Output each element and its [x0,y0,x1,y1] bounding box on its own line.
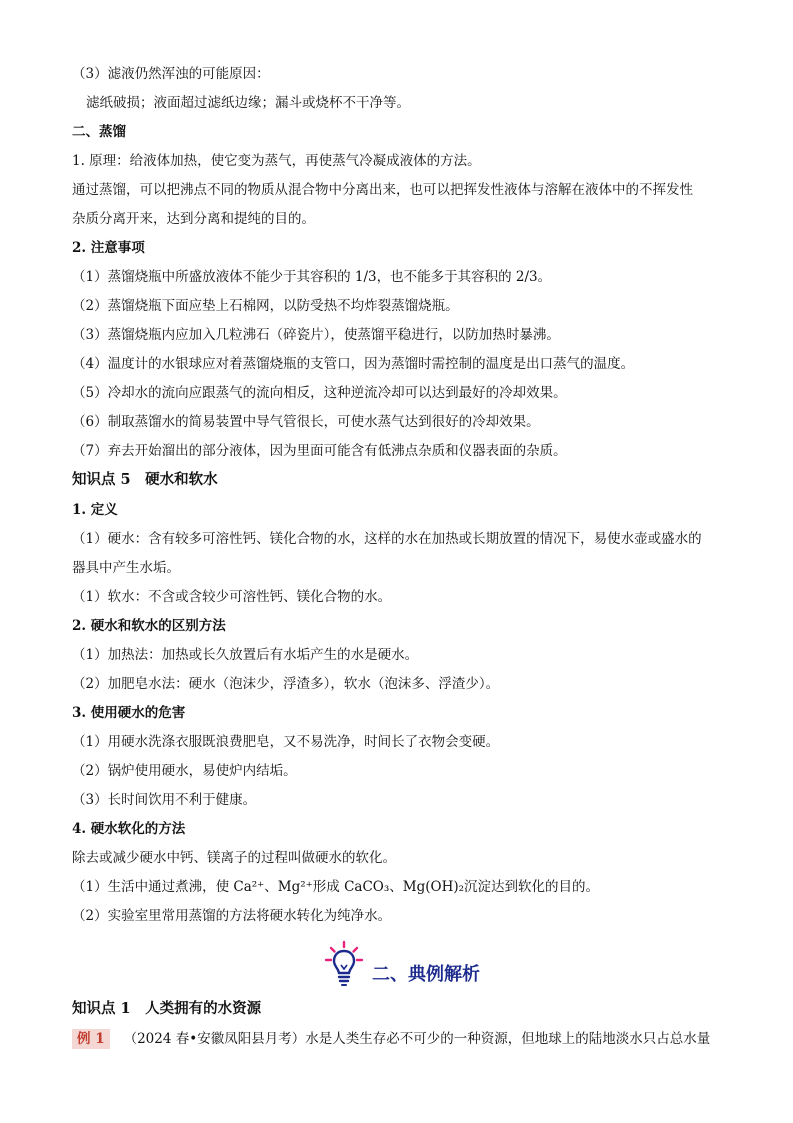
hazard-2: （2）锅炉使用硬水，易使炉内结垢。 [72,763,297,779]
hazard-1: （1）用硬水洗涤衣服既浪费肥皂，又不易洗净，时间长了衣物会变硬。 [72,734,500,750]
softening-1: （1）生活中通过煮沸，使 Ca²⁺、Mg²⁺形成 CaCO₃、Mg(OH)₂沉淀达到软化的目的。 [72,879,600,895]
precaution-6: （6）制取蒸馏水的简易装置中导气管很长，可使水蒸气达到很好的冷却效果。 [72,414,540,430]
example-badge: 例 1 [72,1029,110,1049]
filtrate-turbid-reasons: 滤纸破损；液面超过滤纸边缘；漏斗或烧杯不干净等。 [86,95,410,111]
precaution-7: （7）弃去开始溜出的部分液体，因为里面可能含有低沸点杂质和仪器表面的杂质。 [72,443,567,459]
softening-heading: 4. 硬水软化的方法 [72,821,186,837]
precaution-5: （5）冷却水的流向应跟蒸气的流向相反，这种逆流冷却可以达到最好的冷却效果。 [72,385,567,401]
soft-water-def: （1）软水：不含或含较少可溶性钙、镁化合物的水。 [72,589,392,605]
example-text: （2024 春•安徽凤阳县月考）水是人类生存必不可少的一种资源，但地球上的陆地淡水只占总水量 [123,1031,711,1047]
precautions-heading: 2. 注意事项 [72,240,145,256]
precaution-3: （3）蒸馏烧瓶内应加入几粒沸石（碎瓷片），使蒸馏平稳进行，以防加热时暴沸。 [72,327,560,343]
softening-2: （2）实验室里常用蒸馏的方法将硬水转化为纯净水。 [72,908,392,924]
distillation-text-2: 杂质分离开来，达到分离和提纯的目的。 [72,211,315,227]
lightbulb-icon [324,940,364,986]
distillation-text-1: 通过蒸馏，可以把沸点不同的物质从混合物中分离出来，也可以把挥发性液体与溶解在液体中的不挥发性 [72,182,693,198]
hard-water-def-2: 器具中产生水垢。 [72,560,180,576]
hazards-heading: 3. 使用硬水的危害 [72,705,186,721]
distinguish-1: （1）加热法：加热或长久放置后有水垢产生的水是硬水。 [72,647,419,663]
hard-water-def-1: （1）硬水：含有较多可溶性钙、镁化合物的水，这样的水在加热或长期放置的情况下，易使水壶或盛水的 [72,531,702,547]
precaution-2: （2）蒸馏烧瓶下面应垫上石棉网，以防受热不均炸裂蒸馏烧瓶。 [72,298,459,314]
filtrate-turbid-heading: （3）滤液仍然浑浊的可能原因： [72,66,270,82]
distinguish-heading: 2. 硬水和软水的区别方法 [72,618,226,634]
section-title: 二、典例解析 [372,964,480,985]
example-1 [72,1029,710,1049]
precaution-1: （1）蒸馏烧瓶中所盛放液体不能少于其容积的 1/3，也不能多于其容积的 2/3。 [72,269,552,285]
distillation-principle: 1. 原理：给液体加热，使它变为蒸气，再使蒸气冷凝成液体的方法。 [72,153,481,169]
knowledge-point-5-heading: 知识点 5 硬水和软水 [72,471,218,488]
definition-heading: 1. 定义 [72,502,118,518]
precaution-4: （4）温度计的水银球应对着蒸馏烧瓶的支管口，因为蒸馏时需控制的温度是出口蒸气的温度。 [72,356,635,372]
hazard-3: （3）长时间饮用不利于健康。 [72,792,257,808]
softening-def: 除去或减少硬水中钙、镁离子的过程叫做硬水的软化。 [72,850,396,866]
distinguish-2: （2）加肥皂水法：硬水（泡沫少，浮渣多），软水（泡沫多、浮渣少）。 [72,676,500,692]
section-header [324,940,524,986]
distillation-heading: 二、蒸馏 [72,124,126,140]
knowledge-point-1-heading: 知识点 1 人类拥有的水资源 [72,1000,262,1017]
